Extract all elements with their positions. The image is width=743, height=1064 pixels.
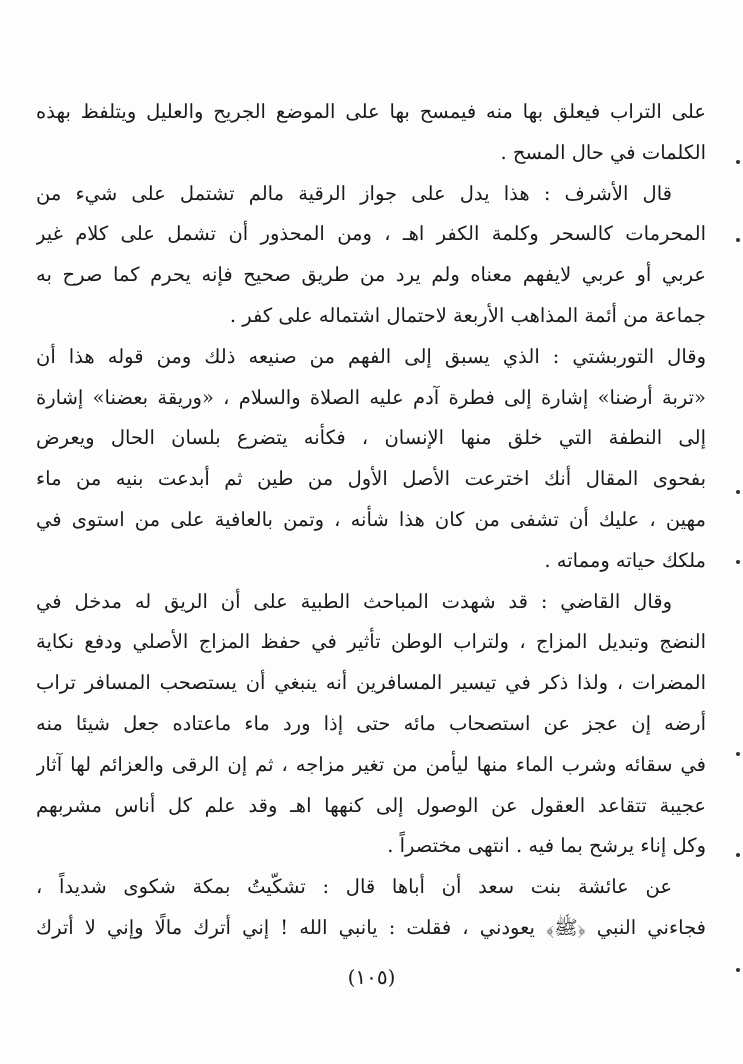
- text-line: المضرات ، ولذا ذكر في تيسير المسافرين أنه ينبغي أن يستصحب المسافر تراب: [36, 671, 706, 695]
- text-line: بفحوى المقال أنك اخترعت الأصل الأول من طين ثم أبدعت بنيه من ماء: [36, 467, 706, 491]
- text-line: فجاءني النبي ﴿ﷺ﴾ يعودني ، فقلت : يانبي الله ! إني أترك مالًا وإني لا أترك: [36, 915, 706, 939]
- edge-mark: [736, 853, 740, 857]
- text-line: على التراب فيعلق بها منه فيمسح بها على الموضع الجريح والعليل ويتلفظ بهذه: [36, 100, 706, 123]
- page-number: (١٠٥): [347, 965, 396, 989]
- text-line: جماعة من أئمة المذاهب الأربعة لاحتمال اشتماله على كفر .: [229, 303, 706, 327]
- text-line: وقال التوربشتي : الذي يسبق إلى الفهم من صنيعه ذلك ومن قوله هذا أن: [36, 344, 706, 368]
- edge-mark: [736, 560, 740, 564]
- text-line: الكلمات في حال المسح .: [500, 140, 706, 164]
- text-line: أرضه إن عجز عن استصحاب مائه حتى إذا ورد ماء ماعتاده جعل شيئا منه: [36, 711, 706, 735]
- text-line: المحرمات كالسحر وكلمة الكفر اهـ ، ومن المحذور أن تشمل على كلام غير: [36, 222, 706, 246]
- text-line: وكل إناء يرشح بما فيه . انتهى مختصراً .: [387, 834, 706, 858]
- text-line: ملكك حياته ومماته .: [544, 548, 706, 572]
- text-line: عربي أو عربي لايفهم معناه ولم يرد من طريق صحيح فإنه يحرم كما صرح به: [36, 263, 706, 287]
- body-text: [36, 92, 706, 949]
- text-line: مهين ، عليك أن تشفى من كان هذا شأنه ، وتمن بالعافية على من استوى في: [36, 507, 706, 531]
- edge-mark: [736, 968, 740, 972]
- text-line: في سقائه وشرب الماء منها ليأمن من تغير مزاجه ، ثم إن الرقى والعزائم لها آثار: [36, 752, 706, 776]
- edge-mark: [736, 238, 740, 242]
- text-line: عن عائشة بنت سعد أن أباها قال : تشكّيتُ بمكة شكوى شديداً ،: [36, 875, 672, 899]
- text-line: «تربة أرضنا» إشارة إلى فطرة آدم عليه الصلاة والسلام ، «وريقة بعضنا» إشارة: [36, 385, 706, 409]
- edge-mark: [736, 160, 740, 164]
- edge-mark: [736, 752, 740, 756]
- text-line: قال الأشرف : هذا يدل على جواز الرقية مالم تشتمل على شيء من: [36, 181, 672, 205]
- edge-mark: [736, 490, 740, 494]
- text-line: وقال القاضي : قد شهدت المباحث الطبية على أن الريق له مدخل في: [36, 589, 672, 613]
- text-line: عجيبة تتقاعد العقول عن الوصول إلى كنهها اهـ وقد علم كل أناس مشربهم: [36, 793, 706, 817]
- text-line: النضج وتبديل المزاج ، ولتراب الوطن تأثير في حفظ المزاج الأصلي ودفع نكاية: [36, 630, 706, 654]
- text-line: إلى النطفة التي خلق منها الإنسان ، فكأنه يتضرع بلسان الحال ويعرض: [36, 426, 706, 450]
